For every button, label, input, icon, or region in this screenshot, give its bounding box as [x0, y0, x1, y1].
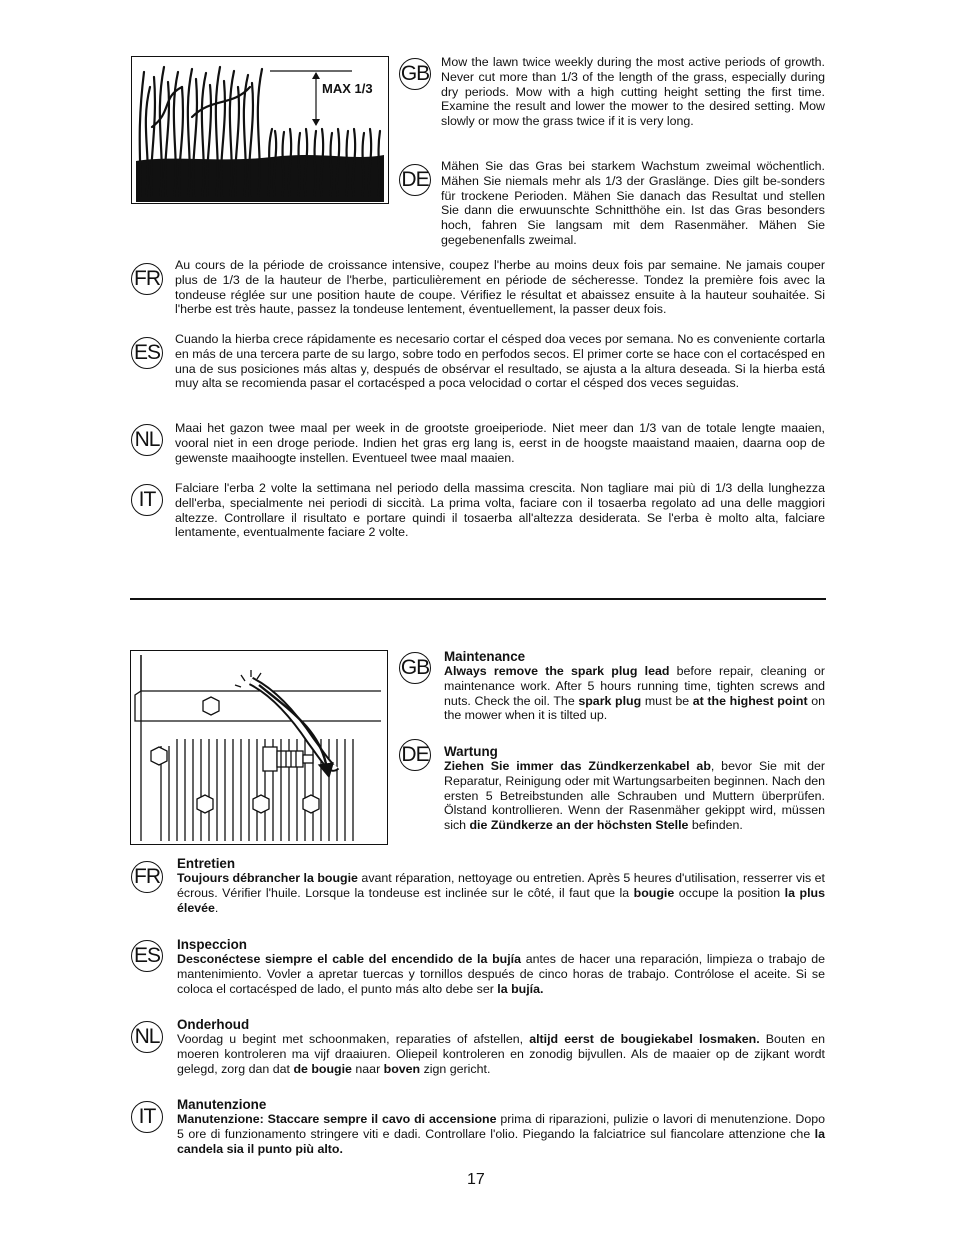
maintenance-text-de: Wartung Ziehen Sie immer das Zündkerzenkabel ab, bevor Sie mit der Reparatur, Reinigung oder mit Wartungsarbeiten beginnen. Nach den ersten 5 Betreibstunden alle Schrauben und Muttern überprüfen. Ölstand kontrollieren. Wenn der Rasenmäher gekippt wird, müssen sich die Zündkerze an der höchsten Stelle befinden.	[444, 744, 825, 833]
mowing-text-de: Mähen Sie das Gras bei starkem Wachstum zweimal wöchentlich. Mähen Sie niemals mehr als 1/3 der Graslänge. Dies gilt be-sonders für trockene Perioden. Mähen Sie danach das Resultat und stellen Sie dann die erwuunschte Schnitthöhe ein. Ist das Gras besonders hoch, fahren Sie langsam mit dem Rasenmäher. Mähen Sie gegebenenfalls zweimal.	[441, 159, 825, 247]
language-badge-fr-maintenance: FR	[131, 861, 163, 893]
language-badge-fr: FR	[131, 263, 163, 295]
heading-maintenance-gb: Maintenance	[444, 649, 526, 664]
language-badge-de: DE	[399, 164, 431, 196]
engine-drawing	[131, 651, 386, 843]
heading-maintenance-nl: Onderhoud	[177, 1017, 250, 1032]
page-number: 17	[467, 1171, 485, 1188]
maintenance-text-nl: Onderhoud Voordag u begint met schoonmaken, reparaties of afstellen, altijd eerst de bougiekabel losmaken. Bouten en moeren kontroleren ma vijf draaiuren. Oliepeil kontroleren en zonodig bijvullen. Als de maaier op de zijkant wordt gelegd, zorg dan dat de bougie naar boven zign gericht.	[177, 1017, 825, 1076]
heading-maintenance-de: Wartung	[444, 744, 498, 759]
heading-maintenance-it: Manutenzione	[177, 1097, 267, 1112]
maintenance-text-gb: Maintenance Always remove the spark plug lead before repair, cleaning or maintenance work. After 5 hours running time, tighten screws and nuts. Check the oil. The spark plug must be at the highest point on the mower when it is tilted up.	[444, 649, 826, 723]
mowing-text-gb: Mow the lawn twice weekly during the most active periods of growth. Never cut more than 1/3 of the length of the grass, especially during dry periods. Mow with a high cutting height setting the first time. Examine the result and lower the mower to the desired setting. Mow slowly or mow the grass twice if it is very long.	[441, 55, 825, 129]
grass-height-illustration	[131, 56, 389, 204]
maintenance-text-es: Inspeccion Desconéctese siempre el cable del encendido de la bujía antes de hacer una reparación, limpieza o trabajo de mantenimiento. Vovler a apretar tuercas y tornillos después de cinco horas de trabajo. Contrólose el aceite. Si se coloca el cortacésped de lado, el punto más alto debe ser la bujía.	[177, 937, 825, 996]
language-badge-es-maintenance: ES	[131, 940, 163, 972]
heading-maintenance-fr: Entretien	[177, 856, 236, 871]
heading-maintenance-es: Inspeccion	[177, 937, 247, 952]
language-badge-it-maintenance: IT	[131, 1101, 163, 1133]
language-badge-es: ES	[131, 337, 163, 369]
section-divider	[130, 598, 826, 600]
mowing-text-it: Falciare l'erba 2 volte la settimana nel periodo della massima crescita. Non tagliare mai più di 1/3 della lunghezza dell'erba, specialmente nei periodi di siccità. La prima volta, faciare con il tosaerba regolato ad una delle maggiori altezze. Controllare il risultato e portare quindi il tosaerba all'altezza desiderata. Se l'erba è molto alta, falciare lentamente, eventualmente faciare 2 volte.	[175, 481, 825, 540]
spark-plug-illustration	[130, 650, 388, 845]
max-third-label: MAX 1/3	[322, 81, 373, 96]
maintenance-text-fr: Entretien Toujours débrancher la bougie avant réparation, nettoyage ou entretien. Après 5 heures d'utilisation, resserrer vis et écrous. Vérifier l'huile. Lorsque la tondeuse est inclinée sur le côté, il faut que la bougie occupe la position la plus élevée.	[177, 856, 826, 915]
language-badge-gb-maintenance: GB	[399, 652, 431, 684]
mowing-text-fr: Au cours de la période de croissance intensive, coupez l'herbe au moins deux fois par semaine. Ne jamais couper plus de 1/3 de la hauteur de l'herbe, particulièrement en période de sécheresse. Tondez la première fois avec la tondeuse réglée sur une position haute de coupe. Vérifiez le résultat et abaissez ensuite à la hauteur souhaitée. Si l'herbe est très haute, passez la tondeuse lentement, éventuellement, la passer deux fois.	[175, 258, 825, 317]
language-badge-de-maintenance: DE	[399, 739, 431, 771]
language-badge-nl-maintenance: NL	[131, 1021, 163, 1053]
language-badge-it: IT	[131, 484, 163, 516]
mowing-text-nl: Maai het gazon twee maal per week in de grootste groeiperiode. Niet meer dan 1/3 van de totale lengte maaien, vooral niet in een droge periode. Indien het gras erg lang is, eerst in de hoogste maaistand maaien, daarna oop de gewenste maaihoogte instellen. Eventueel twee maal maaien.	[175, 421, 825, 465]
language-badge-nl: NL	[131, 424, 163, 456]
grass-drawing	[132, 57, 387, 202]
mowing-text-es: Cuando la hierba crece rápidamente es necesario cortar el césped doa veces por semana. No es conveniente cortarla en más de una tercera parte de su largo, sobre todo en perfodos secos. El primer corte se hace con el cortacésped en una de sus posiciones más altas y, después de obsérvar el resultado, se ajusta a la altura deseada. Si la hierba está muy alta se recomienda pasar el cortacésped a poca velocidad o cortar el césped dos veces seguidas.	[175, 332, 825, 391]
maintenance-text-it: Manutenzione Manutenzione: Staccare sempre il cavo di accensione prima di riparazioni, pulizie o lavori di menutenzione. Dopo 5 ore di funzionamento stringere viti e dadi. Controllare l'olio. Piegando la falciatrice sul fiancolare attenzione che la candela sia il punto più alto.	[177, 1097, 825, 1156]
language-badge-gb: GB	[399, 58, 431, 90]
